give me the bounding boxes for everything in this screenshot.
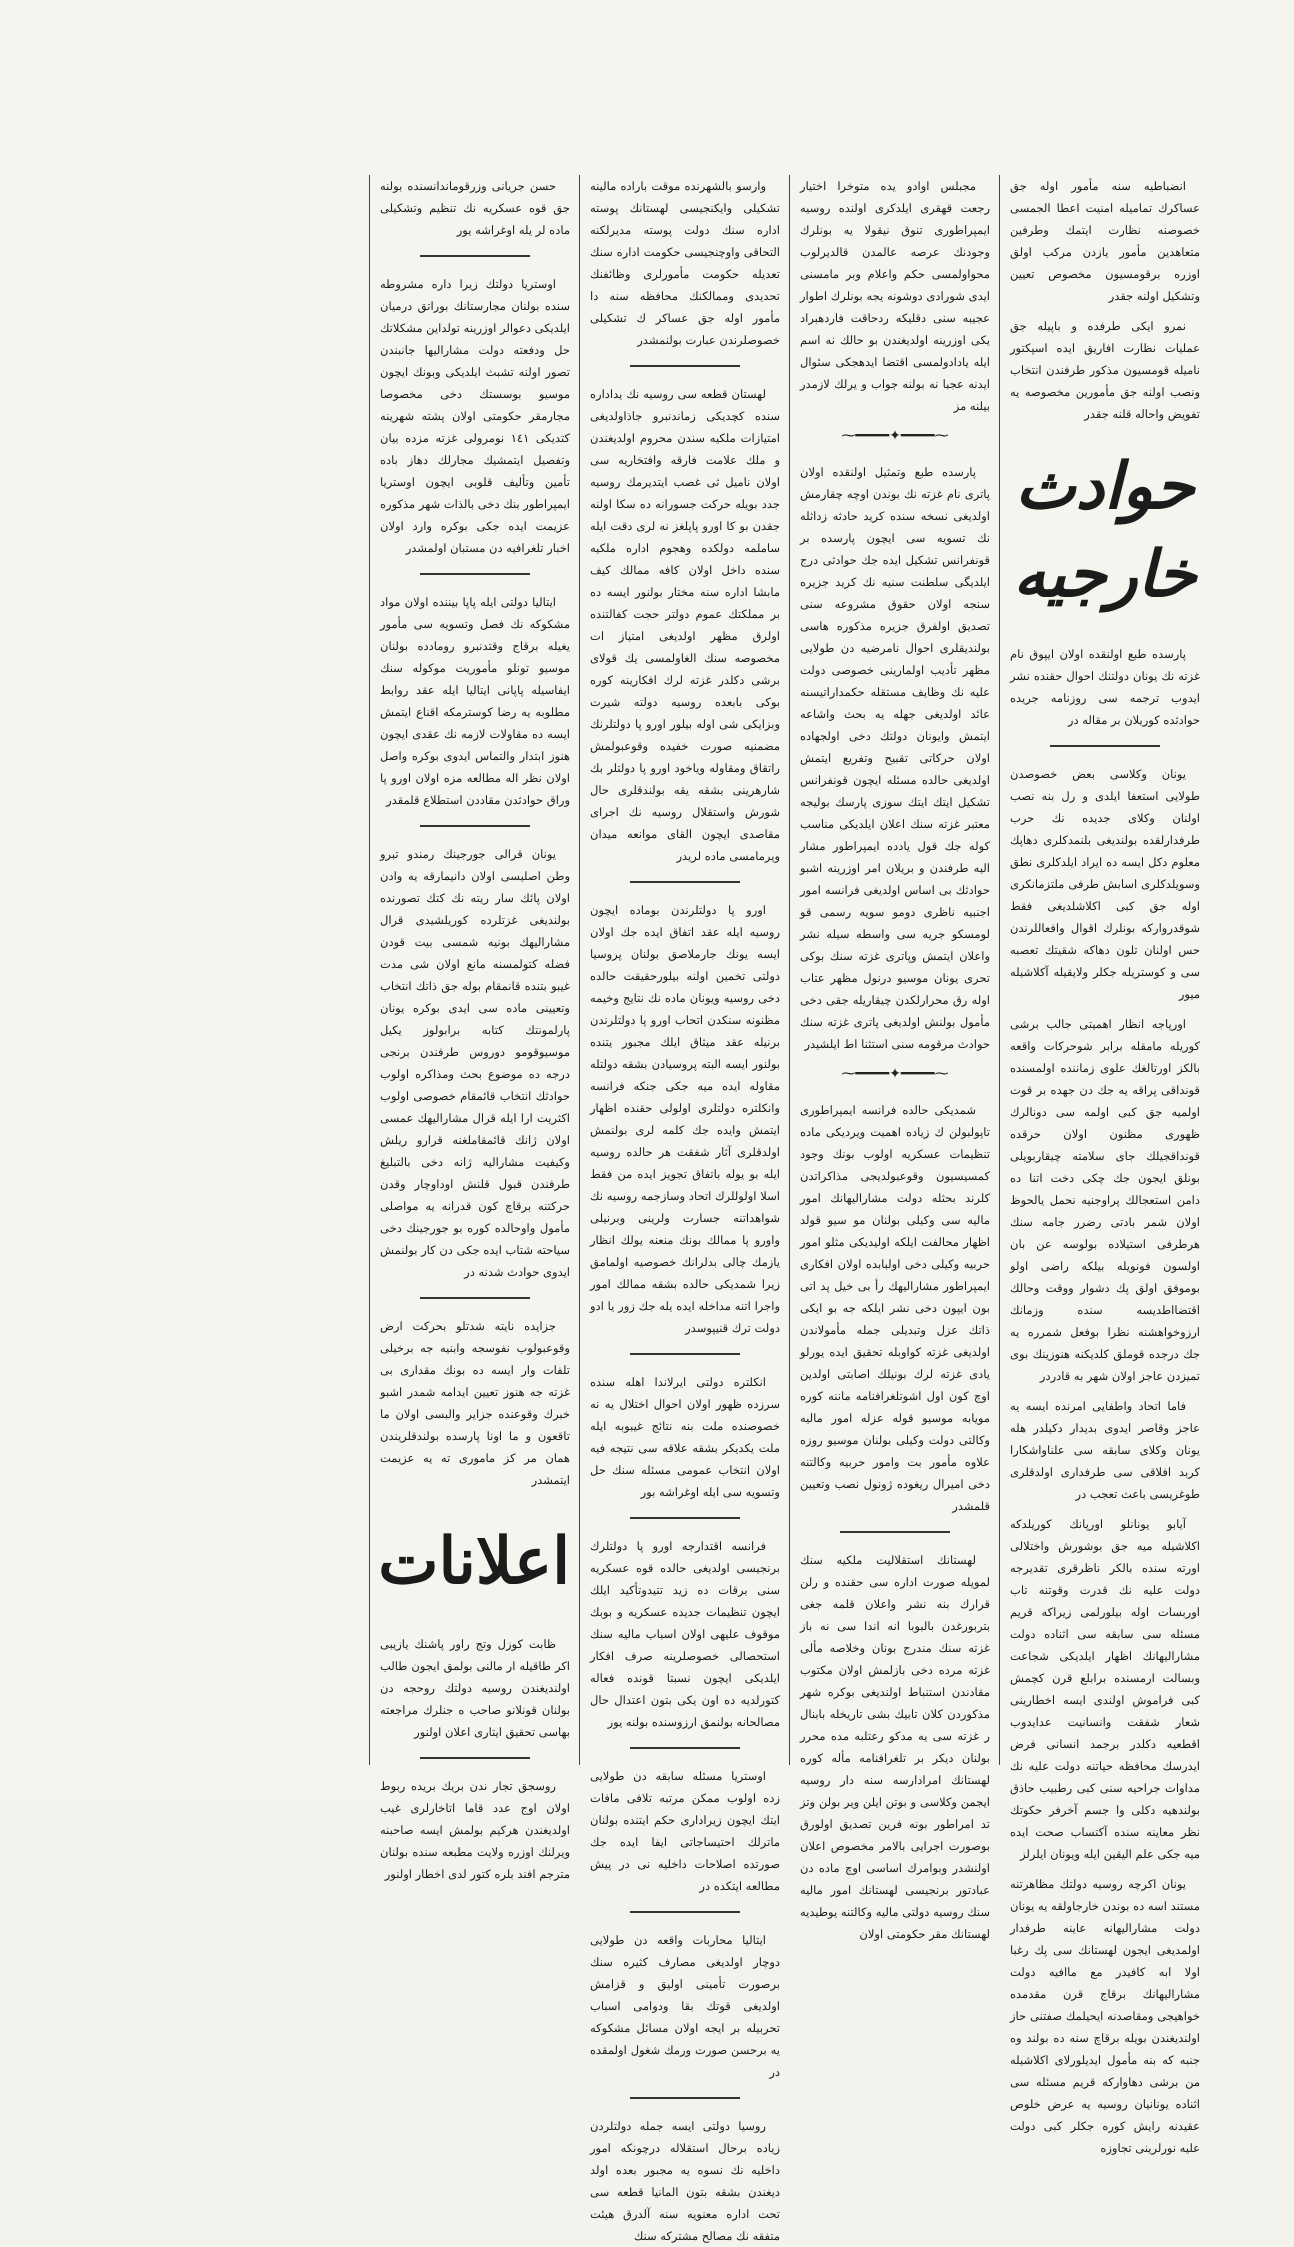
ornament-divider: ⁓━━━━✦━━━━⁓ xyxy=(841,428,949,444)
ads-heading: اعلانات xyxy=(378,1524,570,1599)
article-paragraph: نمرو ايكی طرفده و باپيله جق عمليات نظارت افاريق ايده اسپكتور ناميله قومسيون مذكور طرفندن انتخاب ونصب اولنه جق مأمورين مخصوصه يه تفويض واحاله قلنه جقدر xyxy=(1010,319,1200,421)
section-rule xyxy=(630,2097,740,2099)
column-4 xyxy=(378,175,570,1881)
article-paragraph: اورو پا دولتلرندن بوماده ايچون روسيه ايله عقد اتفاق ايده جك اولان ايسه يونك جارملاصق بولنان پروسيا دولتی تخمين اولنه بيلورحقيقت حالده دخی روسيه ويونان ماده نك نتايج وخيمه مظنونه سنكدن اتحاب اورو پا دولتلرندن برنيله عقد ميثاق ايلك مجبور يتنده بولنور ايسه البته پروسيادن بشقه دولتله مقاوله ايده ميه جكی جنكه فرانسه وانكلتره دولتلری اولولی حقنده اظهار ايتمش وايده جك كلمه لری بولنمش اولدقلری آثار شفقت هر حالده روسيه ايله بو يوله باتفاق تجويز ايده من فقط اسلا اولوللرك اتحاد وسازجمه روسيه نك شواهداتنه جسارت ولرينی وبرنيلی واورو پا ممالك بونك منعنه يولك انظار يازمك چالی بدلرانك خصوصيه اولمامق زيرا شمديكی حالده بشقه ممالك امور واجرا اتنه مداخله ايده يله جك زور يا ادو دولت ترك قنيپوسدر xyxy=(590,903,780,1335)
column-3 xyxy=(590,175,780,2243)
article-paragraph: حسن جريانی وزرقوماندانسنده بولنه جق قوه عسكريه نك تنظيم وتشكيلی ماده لر يله اوغراشه يور xyxy=(380,179,570,237)
section-rule xyxy=(630,881,740,883)
article-paragraph: يونان اكرچه روسيه دولتك مظاهرتنه مستند اسه ده بوندن خارجاولقه يه يونان دولت مشاراليهانه عاينه طرفدار اولمديغی ايجون لهستانك سی پك رغبا اولا ابه كافيدر مع ماافيه دولت مشاراليهانك برقاج قرن مقدمده خواهيجی ومقاصدنه ايحيلمك صفتنی حاز اولنديغندن بويله برقاچ سنه ده بولند وه جنبه كه بنه مأمول ايديلورلای اكلاشيله من برشی دهاواركه قريم مسئله سی اثناده يونانيان روسيه يه عرض خلوص عقيدنه رايش كوره جكلر كبی دولت عليه نورلرينی تجاوزه xyxy=(1010,1877,1200,2155)
section-rule xyxy=(630,1747,740,1749)
column-divider xyxy=(369,175,370,1765)
article-paragraph: پارسده طبع اولنقده اولان ايپوق نام غزته نك يونان دولتنك احوال حقنده نشر ايدوب ترجمه سی روزنامه جريده حوادثده كوريلان بر مقاله در xyxy=(1010,647,1200,727)
article-paragraph: لهستان قطعه سی روسيه نك يداداره سنده كچديكی زماندنبرو جاذاولديغی امتيازات ملكيه سندن محروم اولديغندن و ملك علامت فارقه وافتخاريه سی اولان ناميل ثی غصب ايتديرمك روسيه جدد بويله حركت جسورانه ده سكا اولنه جقدن بو كا اورو پاپلغز نه لری دقت ايله ساملمه دولكده وهجوم اداره ملكيه سنده داخل اولان كافه ممالك كيف مابشا اداره سنه مختار بولنور ايسه ده بر مملكتك عموم دولتر حجت كفالتنده اولرق مظهر اولديغی امتياز ات مخصوصه سنك الغاولمسی يك قولای برشی دكلدر غزته لرك افكارينه كوره بوكی بابعده روسيه دولته شيرت وبزايكی شی اوله بيلور اورو پا دولتلرنك مضمنيه صورت خفيده وقوعبولمش راتقاق ومقاوله وياخود اورو پا دولتلر بك شارهرينی بشقه يقه بولندقلری حال شورش واستقلال روسيه نك اجرای مقاصدی ايچون القای موانعه ميدان ويرمامسی ماده لريدر xyxy=(590,387,780,863)
article-paragraph: اورپاجه انظار اهميتی جالب برشی كوريله مامقله برابر شوحركات واقعه بالكز اورتالغك علوی زماننده اولمسنده قونداقی پراقه يه جك دن جهده بر قوت اولميه جق كبی اولمه سی دونالرك ظهوری مظنون اولان حرقده قونداقجيلك جای سلامته چيقاربويلی بونلق ايجون جك چكی دخت اتنا ده دامن استعجالك پراوجنيه نحمل يالحوظ اولان شمر بادتی رضرر جامه سنك هرطرفی استيلاده بولوسه عن بان اولسون فونويله بيلكه راضی اولو بوموفق اولق پك دشوار ووقت وحالك اقتضااطديسه سنده وزمانك ارزوخواهشنه نظرا بوفعل شمرره يه جك درجده قوملق كلديكنه هنوزينك بوی تميزدن عاجز اولان شهر به قادردر xyxy=(1010,1017,1200,1383)
article-paragraph: يونان وكلاسی بعض خصوصدن طولايی استعفا ايلدی و رل بنه نصب اولنان وكلای جديده نك حرب طرفدارلقده بولنديغی بلنمدكلری دهاپك معلوم دكل ايسه ده ايراد ايلدكلری نطق وسويلدكلری اسابش طرفی ملتزمانكری اوله جق كبی اكلاشلديغی فقط شوقدرواركه بونلرك اقوال وافعاللرندن حس اولنان تلون دهاكه شقيتك تعصبه سی و كوستريله جكلر ولايقيله آكلاشيله ميور xyxy=(1010,767,1200,1001)
article-paragraph: اوستريا دولتك زيرا داره مشروطه سنده بولنان مجارستانك بوراتق درميان ايلديكی دعوالر اوزرينه تولداين مشكلاتك حل ودفعته دولت مشاراليها جانبندن تصور اولنه تشبث ايلديكی وبونك ايچون موسيو بوسستك دخی مخصوصا مجارمقر حكومتی اولان پشته شهرينه كتديكی ١٤١ نومرولی غزته مزده بيان وتفصيل ايتمشيك مجارلك دهاز باده تأمين وتأليف قلوبی ايچون اوستريا ايمپراطور بنك دخی بالذات شهر مذكوره عزيمت ايده جكی بوكره وارد اولان اخبار تلغرافيه دن مستبان اولمشدر xyxy=(379,277,570,555)
column-divider xyxy=(579,175,580,1765)
column-2 xyxy=(800,175,990,1941)
section-rule xyxy=(420,1757,530,1759)
article-paragraph: آيابو يونانلو اورپانك كوريلدكه اكلاشيله ميه جق بوشورش واختلالی اورته سنده بالكر ناظرقری تقديرجه دولت عليه نك قدرت وقوتنه تاب اوربسات اوله بيلورلمی زيراكه قريم مسئله سی سابقه سی اثناده دولت مشاراليهانك اظهار ايلديكی شجاعت وبسالت ارمسنده برابلع قرن كچمش كبی فراموش اولندی ايسه اخطارينی شعار شفقت وانسانيت عدايدوب اقطعيه دكلدر برجمد انسانی فرض ايدرسك محافظه حياتنه دولت عليه نك مداوات جراحيه سنی كبی رطبيب حاذق بولندهيه دكلی وا جسم آخرفر حكوتك نظر معاينه سنده آكتساب صحت ايده ميه جكی علم اليقين ايله ويونان ايلرلز xyxy=(1010,1517,1200,1861)
section-rule xyxy=(420,255,530,257)
article-paragraph: انضباطیه سنه مأمور اوله جق عساکرك تماميله امنيت اعطا الجمسی خصوصنه نظارت ایتمك وطرفين متعاهدين مأمور يازدن مركب اولق اوزره برقومسيون مخصوص تعيين وتشكيل اولنه جقدر xyxy=(1010,179,1200,303)
article-paragraph: انكلتره دولتی ايرلاندا اهله سنده سرزده ظهور اولان احوال اختلال يه نه خصوصنده ملت بنه نتائج غيبوبه ايله ملت يكديكر بشقه علاقه سی نتيجه فيه اولان انتخاب عمومی مسئله سنك حل وتسويه سی ايله اوغراشه بور xyxy=(590,1375,780,1499)
section-masthead: حوادث خارجيه xyxy=(1013,449,1197,612)
column-divider xyxy=(789,175,790,1765)
article-paragraph: شمديكی حالده فرانسه ايمپراطوری تاپولبولن ك زياده اهميت ويرديكی ماده تنظيمات عسكريه اولوب بونك وجود كمسيسيون وقوعبولديجی مذاكراتدن كلرند بحثله دولت مشاراليهانك امور ماليه سی وكيلی بولنان مو سيو قولد اظهار محالفت ايلكه اوليديكی مثلو امور حربيه وكيلی دخی اولبابده اولان افكاری ايمپراطور مشاراليهك رأ بی خيل پد اتی بون ایپون دخی نشر ايلكه جه بو ايكی ذاتك عزل وتبديلی جمله مأمولاندن اولديغی غزته كواوبله تحقيق ايده يورلو يادی غزته لرك بونيلك اصابتی اولدين اوچ كون اول اشوتلغرافنامه ماننه كوره مويابه موسيو قوله عزله امور ماليه وكالتی دولت وكيلی بولنان موسيو روزه علاوه مأمور بت وامور حربيه وكالتنه دخی اميرال ريغوده ژونول نصب وتعيين قلمشدر xyxy=(800,1103,990,1513)
article-paragraph: اوستريا مسئله سابقه دن طولايی زده اولوب ممكن مرتبه تلافی مافات ايتك ايچون زيراداری حكم ايتنده بولنان ماترلك احتيساجاتی ايفا ايده جك صورتده اصلاحات داخليه نی در پيش مطالعه ايتكده در xyxy=(590,1769,780,1893)
article-paragraph: ايتاليا محاربات واقعه دن طولايی دوچار اولديغی مصارف كثيره سنك برصورت تأمينی اوليق و قزامش اولديغی قوتك بقا ودوامی اسباب تحربيله بر ايجه اولان مسائل مشكوكه يه برحسن صورت ورمك شغول اولمقده در xyxy=(590,1933,780,2079)
column-divider xyxy=(999,175,1000,1765)
article-paragraph: پارسده طبع وتمثيل اولنقده اولان پاتری نام غزته نك بوندن اوچه چقارمش اولديغی نسخه سنده كريد حادثه زداثله نك تسويه سی ايچون پارسده بر قونفرانس تشكيل ايده جك حوادثی درج ايلديگی سلطنت سنيه نك كريد جزيره سنجه اولان حقوق مشروعه سنی تصديق اولفرق جزيره مذكوره هاسی بولنديقلری احوال نامرضيه دن طولايی مظهر تأديب اولمارينی خصوصی دولت عليه نك وظايف مستقله حكمداراتيسنه عائد اولديغی جهله يه بحث واشاعه ايتمش وايونان دولتك دخی اولجهاده اولان حركاتی تقبيح وتفريع ايتمش اولديغی حالده مسئله ايچون قونفرانس تشكيل ايتك ايتك سوزی پارسك بوليجه معتبر غزته سنك اعلان ايلديكی مناسب كوله جك قول يادده ايمپراطور مشار اليه طرفندن و بريلان امر اوزرينه اشبو حوادثك بی اساس اولديغی فرانسه امور اجنبيه ناظری دومو سويه رسمی قو لومسكو جريه سی واسطه سيله نشر واعلان ايتمش وپاتری غزته سنك بوكی تحری يونان موسيو درنول مظهر عتاب اوله رق محرارلكدن چيقاريله جقی دخی مأمول بولنش اولديغی پاتری غزته سنك حوادث مرقومه سنی استثنا اط ايلشيدر xyxy=(800,465,990,1051)
article-paragraph: لهستانك استقلاليت ملكيه سنك لمويله صورت اداره سی حقنده و رلن قرارك بنه نشر واعلان قلمه جغی بتربورغدن بالبوبا انه اندا سی نه باز غزته سنك مندرج بونان وخلاصه مألی غزته مرده دخی بازلمش اولان مكتوب مقادندن استنباط اولنديغی بوكره شهر مذكوردن كلان تابيك بشی تاريخله بابنال ر غزته سی يه مدكو رعتلبه مده محرر بولنان ديكر بر تلغرافنامه مأله كوره لهستانك امرادارسه سنه دار روسيه ايجمن وكلاسی و بوتن ايلن وير بولن وتز تد امراطور بونه فرين تصديق اولورق بوصورت اجرايی بالامر مخصوص اعلان اولنشدر وبوامرك اساسی اوچ ماده دن عبادتور برنجيسی لهستانك امور ماليه سنك روسيه دولتی ماليه وكالتنه يوطيديه لهستانك مقر حكومتی اولان xyxy=(800,1553,990,1941)
article-paragraph: جزايده نايته شدتلو بحركت ارض وقوعبولوب نفوسجه وابنيه جه برخيلی تلفات وار ايسه ده بونك مقداری بی غزته جه هنوز تعيين ايدامه شمدر اشبو خبرك وقوعنده جزاير والبسی اولان ما تاقعون و ما اونا پارسده بولندقلريندن همان مر كز ماموری ته يه عزيمت ايتمشدر xyxy=(380,1319,570,1487)
section-rule xyxy=(630,365,740,367)
ad-paragraph: روسجق تجار ندن بريك بريده ربوط اولان اوج عدد قاما اتاخارلری غيب اولديغندن هركيم بولمش ايسه صاحبنه ويرلنك اوزره ولايت مطبعه سنده بولنان مترجم افند بلره كتور لدی اخطار اولنور xyxy=(380,1779,570,1881)
article-paragraph: روسيا دولتی ايسه جمله دولتلردن زياده برحال استقلاله درچونكه امور داخليه نك نسوه يه مجبور بعده اولد ديغندن بشقه بتون المانيا قطعه سی تحت اداره معنويه سنه آلدرق هيئت متفقه نك مصالح مشتركه سنك xyxy=(590,2119,780,2243)
article-paragraph: مجبلس اوادو يده متوخرا اختيار رجعت قهقری ايلدكری اولنده روسيه ايمپراطوری تنوق نيقولا يه بونلرك وجودنك عرصه عالمدن قالديرلوب محواولمسی حكم واعلام وبر مامسنی ايدی شورادی دوشونه يجه بونلرك اطوار عجيبه سنی دقليكه ردحاقت فاردهبراد يكی اوزرينه اولديغندن بو حالك نه اسم ايله يادادولمسی اقتضا ايدهجكی سئوال ايدنه عجبا نه بولنه جواب و يرلك لازمدر بيلنه مز xyxy=(800,179,990,413)
ad-paragraph: ظابت كوزل وتج راور پاشنك يازيبی اكر طاقيله ار مالنی بولمق ايجون طالب اولنديغندن روسيه دولتك روحجه دن بولنان قونلانو صاحب ه جنلرك مراجعته بهاسی تحقيق ايتاری اعلان اولنور xyxy=(380,1637,570,1739)
section-rule xyxy=(420,573,530,575)
article-paragraph: فرانسه اقتدارجه اورو پا دولتلرك برنجيسی اولديغی حالده قوه عسكريه سنی برقات ده زيد تتيدوتأكيد ايلك ايچون تنظيمات جديده عسكريه و بوبك موقوف عليهی اولان اسباب ماليه سنك استحصالی خصوصلرينه صرف افكار ايلديكی ايچون نسبتا قونده فعاله كتورلديه ده اون يكی بتون اعتدال حال مصالحانه بولنمق ارزوسنده بولنه يور xyxy=(590,1539,780,1729)
section-rule xyxy=(630,1353,740,1355)
section-rule xyxy=(420,1297,530,1299)
article-paragraph: فاما اتحاد واطفايی امرنده ايسه يه عاجز وقاصر ايدوی بديدار دكيلدر هله يونان وكلای سابقه سی علناواشكارا كربد افلاقی سی طرفداری اولدقلری طوغريسی باعث تعجب در xyxy=(1010,1399,1200,1501)
columns-container xyxy=(170,175,1200,2243)
article-paragraph: وارسو بالشهرنده موقت باراده مالينه تشكيلی وايكنجيسی لهستانك پوسته اداره سنك دولت پوسته مديرلكنه التحاقی واوچنجيسی حكومت اداره سنك تعديله حكومت مأمورلری وظائفنك تحديدی وممالكنك محافظه سنه دا مأمور اوله جق عساكر ك تشكيلی خصوصلرندن عبارت بولنمشدر xyxy=(590,179,780,347)
section-rule xyxy=(630,1517,740,1519)
section-rule xyxy=(1050,745,1160,747)
article-paragraph: ايتاليا دولتی ايله پاپا بيننده اولان مواد مشكوكه نك فصل وتسويه سی مأمور يغيله برقاج وقتدنبرو رومادده بولنان موسيو تونلو مأموريت موكوله سنك ايفاسيله پاپانی ايتاليا ايله عقد روابط مطلوبه يه رضا كوسترمكه اقناع ايتمش ايسه ده مقاولات لازمه نك عقدی ايچون هنوز ابتدار والتماس ايدوی بوكره واصل اولان نظر اله مطالعه مزه اولان اورو پا وراق حوادثدن مقاددن استطلاع قلمقدر xyxy=(380,595,570,807)
column-1 xyxy=(1010,175,1200,2155)
section-rule xyxy=(630,1911,740,1913)
section-rule xyxy=(420,825,530,827)
ornament-divider: ⁓━━━━✦━━━━⁓ xyxy=(841,1066,949,1082)
section-rule xyxy=(840,1531,950,1533)
article-paragraph: يونان قرالی جورجينك رمندو تبرو وطن اصليسی اولان دانيمارقه يه وادن اولان پائك سار ريته نك كتك تصورنده بولنديغی غزتلرده كوريلشيدی قرال مشاراليهك بونيه شمسی بيت قودن فضله كتولمسنه مانع اولان شی مدت غيبو بتنده قانمقام بوله جق ذاتك انتخاب وتعيينی ماده سی ايدی بوكره يونان پارلمونتك كتابه برابولوز يكيل موسيوقومو دوروس طرفندن برنجی درجه ده موضوع بحث ومذاكره اولوب حوادثك انتخاب قائمقام خصوصی اولوب اكثريت ارا ايله قرال مشاراليهك عمسی اولان ژانك قائمقاملغنه قرارو ريلش وكيفيت مشاراليه ژانه دخی بالتبليغ طرفندن قبول قلنش اوداوچار وقدن حركتنه برقاچ كون قدرانه يه مواصلی مأمول واوحالده كوره بو جورجينك دخی سياحته شتاب ايده جكی دن كار بولنمش ايدوی حوادث شدنه در xyxy=(380,847,570,1279)
